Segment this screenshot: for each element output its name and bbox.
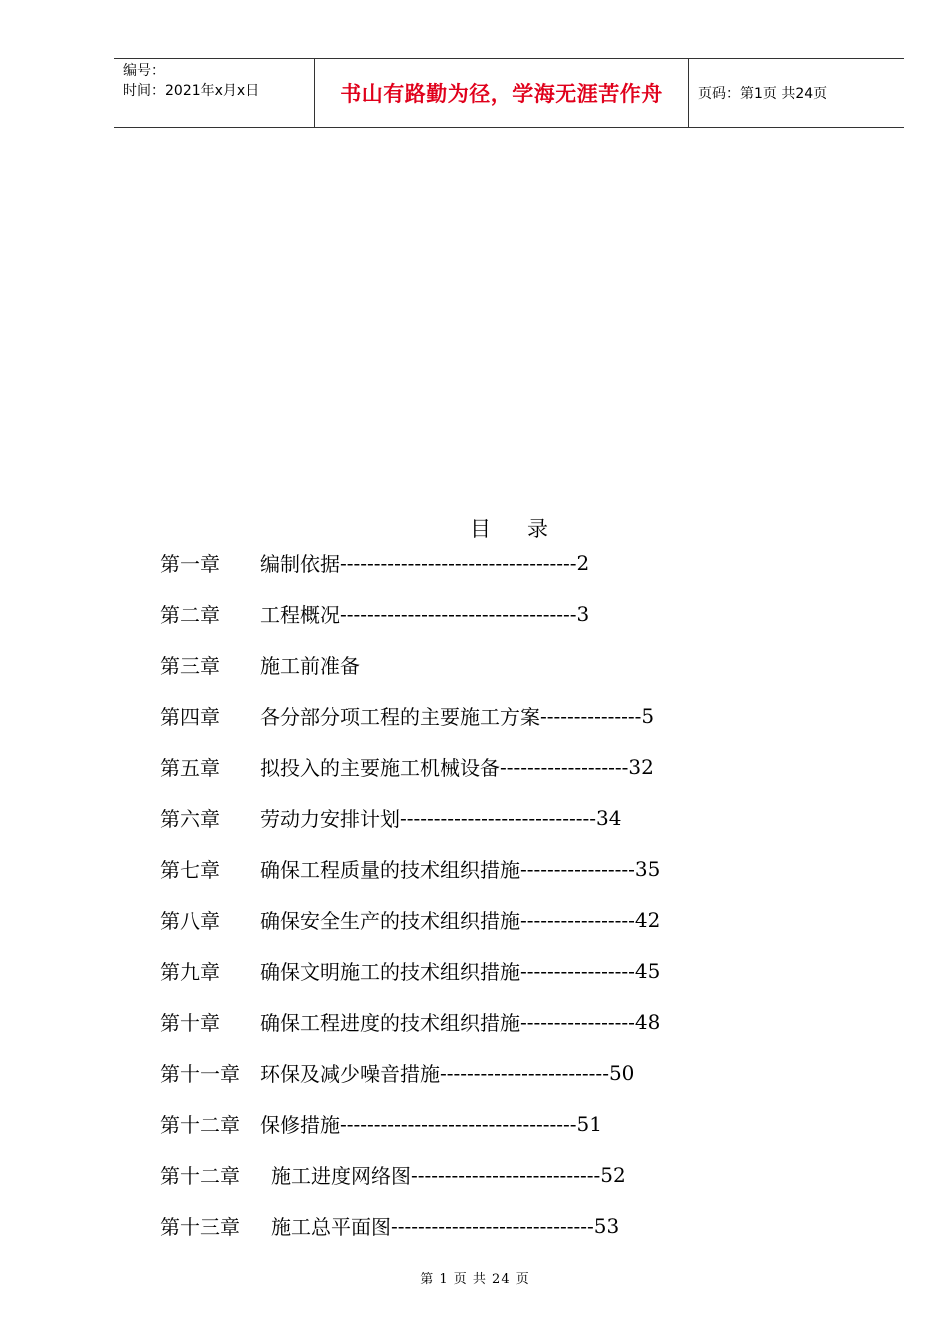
header-page-info: 页码：第1页 共24页 <box>698 86 828 102</box>
toc-title-second: 录 <box>527 517 548 541</box>
toc-leader: ---------------------------- <box>411 1162 601 1187</box>
toc-title-first: 目 <box>470 517 491 541</box>
toc-chapter-number: 第十三章 <box>160 1215 240 1239</box>
time-label: 时间：2021年x月x日 <box>123 83 260 99</box>
toc-leader: ----------------- <box>520 856 635 881</box>
toc-leader: ----------------- <box>520 1009 635 1034</box>
toc-chapter-title: 各分部分项工程的主要施工方案 <box>260 705 540 729</box>
table-of-contents <box>160 537 780 1251</box>
toc-chapter-title: 工程概况 <box>260 603 340 627</box>
header-meta <box>114 59 315 127</box>
toc-entry <box>160 1098 780 1149</box>
toc-chapter-number: 第六章 <box>160 807 220 831</box>
toc-entry <box>160 1200 780 1251</box>
toc-leader: ----------------------------------- <box>340 1111 577 1136</box>
number-label: 编号： <box>123 63 165 79</box>
header-motto: 书山有路勤为径，学海无涯苦作舟 <box>315 59 689 127</box>
toc-page-number: 3 <box>576 601 590 626</box>
page-footer: 第 1 页 共 24 页 <box>420 1272 530 1287</box>
toc-page-number: 52 <box>600 1162 626 1187</box>
toc-entry <box>160 1047 780 1098</box>
toc-entry <box>160 894 780 945</box>
toc-leader: ----------------- <box>520 907 635 932</box>
toc-chapter-number: 第四章 <box>160 705 220 729</box>
toc-chapter-number: 第一章 <box>160 552 220 576</box>
toc-chapter-title: 确保工程进度的技术组织措施 <box>260 1011 520 1035</box>
toc-chapter-number: 第十二章 <box>160 1164 240 1188</box>
toc-entry <box>160 996 780 1047</box>
toc-leader: ----------------------------- <box>400 805 596 830</box>
toc-page-number: 51 <box>576 1111 602 1136</box>
toc-chapter-number: 第五章 <box>160 756 220 780</box>
toc-page-number: 34 <box>595 805 622 830</box>
toc-entry <box>160 537 780 588</box>
toc-chapter-number: 第七章 <box>160 858 220 882</box>
toc-page-number: 50 <box>608 1060 635 1085</box>
toc-page-number: 2 <box>576 550 590 575</box>
toc-chapter-title: 确保文明施工的技术组织措施 <box>260 960 520 984</box>
toc-entry <box>160 843 780 894</box>
toc-page-number: 42 <box>634 907 661 932</box>
toc-page-number: 45 <box>634 958 661 983</box>
toc-chapter-number: 第九章 <box>160 960 220 984</box>
toc-leader: ------------------------- <box>440 1060 609 1085</box>
toc-leader: ------------------------------ <box>391 1213 594 1238</box>
toc-entry <box>160 792 780 843</box>
toc-chapter-number: 第三章 <box>160 654 220 678</box>
toc-entry <box>160 741 780 792</box>
toc-page-number: 53 <box>593 1213 620 1238</box>
toc-leader: ----------------- <box>520 958 635 983</box>
toc-chapter-title: 环保及减少噪音措施 <box>260 1062 440 1086</box>
toc-chapter-number: 第十一章 <box>160 1062 240 1086</box>
toc-leader: --------------- <box>540 703 642 728</box>
toc-chapter-title: 拟投入的主要施工机械设备 <box>260 756 500 780</box>
toc-chapter-title: 确保工程质量的技术组织措施 <box>260 858 520 882</box>
toc-chapter-number: 第八章 <box>160 909 220 933</box>
toc-page-number: 48 <box>634 1009 661 1034</box>
toc-page-number: 35 <box>634 856 661 881</box>
toc-entry <box>160 639 780 690</box>
toc-chapter-title: 施工总平面图 <box>271 1215 391 1239</box>
toc-chapter-title: 保修措施 <box>260 1113 340 1137</box>
toc-leader: ----------------------------------- <box>340 550 577 575</box>
toc-entry <box>160 588 780 639</box>
toc-page-number: 5 <box>641 703 655 728</box>
toc-page-number: 32 <box>628 754 654 779</box>
toc-chapter-title: 编制依据 <box>260 552 340 576</box>
toc-entry <box>160 1149 780 1200</box>
toc-chapter-title: 确保安全生产的技术组织措施 <box>260 909 520 933</box>
toc-entry <box>160 690 780 741</box>
toc-leader: ----------------------------------- <box>340 601 577 626</box>
toc-chapter-number: 第十二章 <box>160 1113 240 1137</box>
toc-chapter-number: 第十章 <box>160 1011 220 1035</box>
toc-entry <box>160 945 780 996</box>
toc-leader: ------------------- <box>500 754 629 779</box>
page-header <box>114 58 904 128</box>
toc-chapter-title: 劳动力安排计划 <box>260 807 400 831</box>
toc-chapter-title: 施工前准备 <box>260 654 360 678</box>
toc-chapter-title: 施工进度网络图 <box>271 1164 411 1188</box>
toc-chapter-number: 第二章 <box>160 603 220 627</box>
